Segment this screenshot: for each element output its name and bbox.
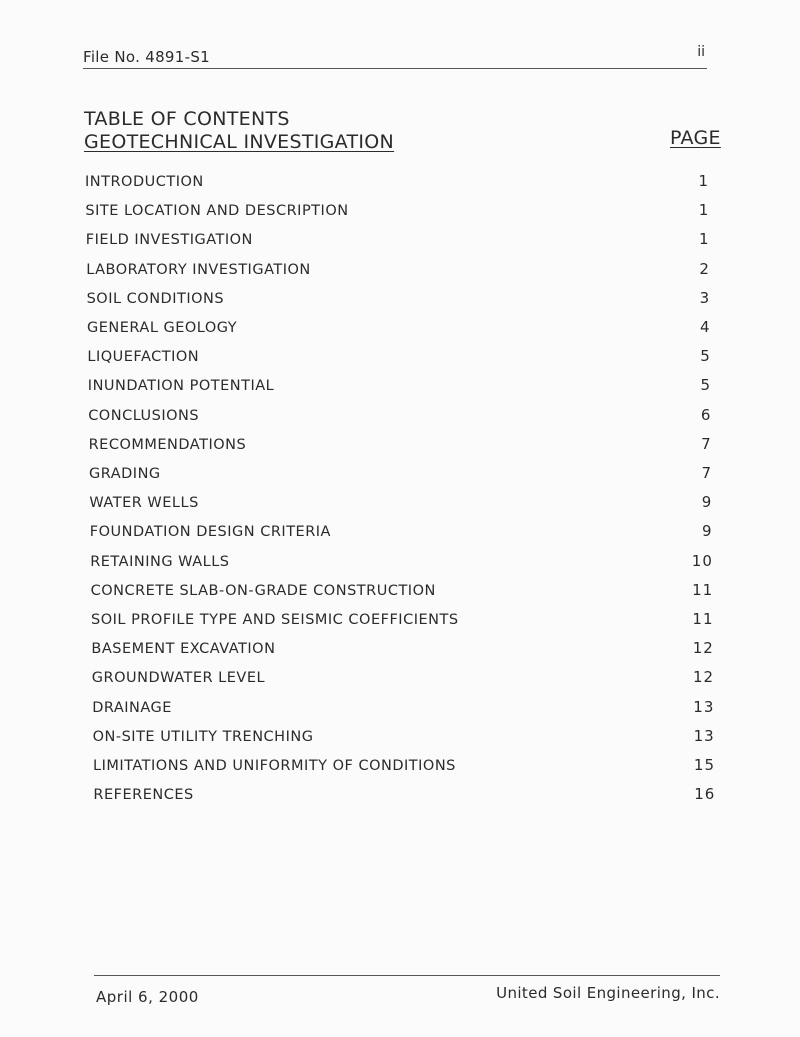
toc-entry [90, 580, 714, 605]
toc-entry-title: RECOMMENDATIONS [88, 436, 247, 453]
toc-entry [89, 466, 712, 488]
toc-entry-title: SITE LOCATION AND DESCRIPTION [85, 203, 349, 220]
toc-entry [85, 203, 709, 225]
toc-entry [88, 378, 711, 400]
toc-entry-page: 1 [698, 201, 710, 220]
toc-entry-page: 1 [698, 172, 709, 190]
toc-entry-title: SOIL CONDITIONS [86, 290, 225, 307]
toc-entry-page: 12 [693, 668, 715, 687]
toc-entry-page: 6 [700, 405, 712, 424]
toc-entry [88, 434, 712, 459]
toc-entry [85, 174, 709, 196]
toc-entry-page: 7 [701, 434, 712, 453]
toc-entry-title: SOIL PROFILE TYPE AND SEISMIC COEFFICIENTS [91, 612, 459, 628]
toc-entry-title: FOUNDATION DESIGN CRITERIA [89, 524, 331, 541]
toc-entry-page: 16 [694, 785, 716, 804]
toc-entry-title: LABORATORY INVESTIGATION [86, 261, 311, 278]
toc-entry-title: CONCRETE SLAB-ON-GRADE CONSTRUCTION [90, 582, 436, 599]
toc-entry-page: 4 [699, 318, 711, 336]
toc-entry [91, 641, 713, 663]
toc-entry-page: 9 [702, 522, 713, 541]
toc-subtitle: GEOTECHNICAL INVESTIGATION [84, 131, 395, 153]
toc-entry [93, 787, 715, 809]
toc-entry [88, 405, 712, 430]
toc-entry-page: 7 [701, 464, 712, 482]
toc-entry-title: LIQUEFACTION [87, 349, 200, 366]
page-number: ii [697, 44, 705, 60]
toc-entry-page: 5 [700, 376, 712, 395]
toc-entry-title: ON-SITE UTILITY TRENCHING [92, 728, 314, 745]
toc-entry [87, 320, 711, 342]
toc-entry-title: GENERAL GEOLOGY [87, 320, 238, 336]
toc-entry-title: LIMITATIONS AND UNIFORMITY OF CONDITIONS [93, 758, 456, 774]
footer-date: April 6, 2000 [96, 988, 199, 1006]
toc-entry-title: CONCLUSIONS [88, 407, 200, 424]
toc-entry-title: BASEMENT EXCAVATION [91, 641, 276, 658]
file-number: File No. 4891-S1 [83, 48, 210, 66]
toc-entry-page: 13 [693, 726, 715, 745]
toc-entry [89, 495, 712, 517]
toc-entry-page: 5 [700, 347, 711, 366]
toc-entry-page: 10 [691, 551, 713, 570]
toc-entry-title: RETAINING WALLS [90, 553, 230, 570]
toc-entry-title: INUNDATION POTENTIAL [87, 378, 275, 395]
toc-entry [92, 670, 714, 692]
toc-entry-page: 11 [692, 610, 714, 628]
toc-entry-page: 13 [693, 697, 715, 716]
toc-entry-page: 11 [692, 580, 714, 599]
toc-entry-title: GROUNDWATER LEVEL [91, 670, 266, 687]
toc-entry [90, 551, 713, 576]
toc-entry-page: 15 [693, 756, 715, 774]
page-column-heading: PAGE [670, 127, 721, 149]
toc-entry-page: 3 [699, 288, 711, 307]
toc-entry [93, 758, 715, 780]
toc-entry [92, 697, 715, 722]
toc-entry-title: WATER WELLS [89, 495, 199, 512]
toc-entry [90, 524, 713, 546]
toc-entry-title: INTRODUCTION [85, 174, 204, 190]
toc-entry-title: GRADING [89, 466, 161, 482]
toc-entry [86, 259, 710, 284]
footer-company: United Soil Engineering, Inc. [496, 984, 720, 1002]
toc-entry [87, 349, 710, 371]
toc-entry [92, 726, 715, 751]
toc-title: TABLE OF CONTENTS [84, 108, 290, 130]
toc-entry-page: 2 [699, 259, 710, 278]
toc-entry [86, 232, 710, 254]
toc-entry-title: FIELD INVESTIGATION [85, 232, 253, 249]
toc-entry [86, 288, 711, 313]
toc-entry-page: 9 [701, 493, 713, 512]
toc-entry-page: 12 [692, 639, 714, 658]
toc-entry-page: 1 [699, 230, 710, 249]
toc-entry-title: DRAINAGE [92, 699, 172, 716]
page-footer [94, 975, 720, 1006]
toc-entry-title: REFERENCES [93, 787, 194, 804]
toc-entry [91, 612, 714, 634]
